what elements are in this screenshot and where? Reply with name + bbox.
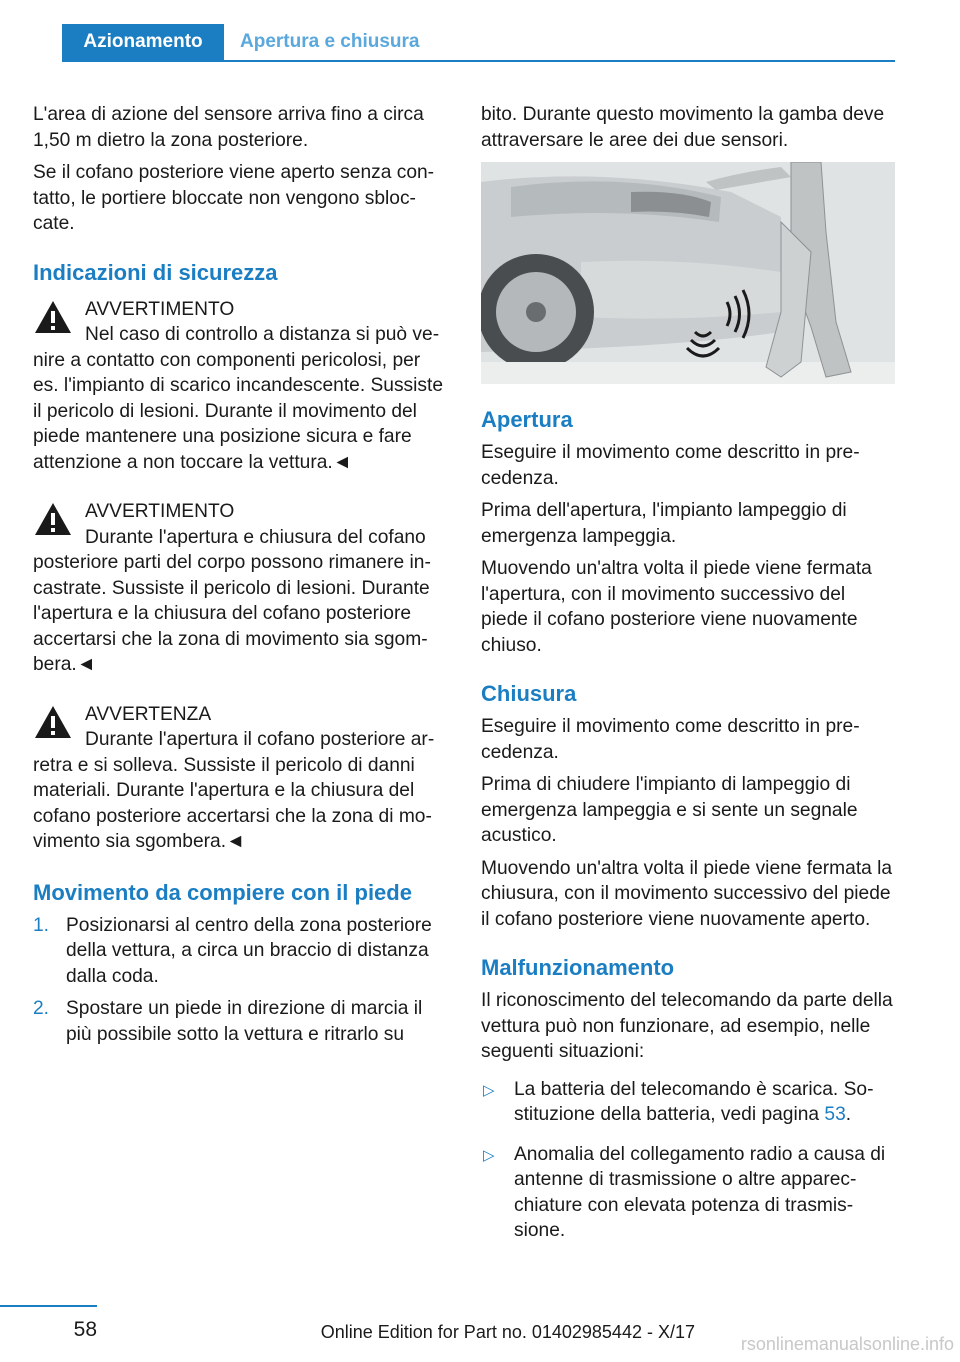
steps-list (33, 913, 449, 1048)
heading-opening: Apertura (481, 407, 573, 432)
footer-divider (0, 1305, 97, 1307)
paragraph-continuation: bito. Durante questo movimento la gamba deve attraversare le aree dei due sensori. (481, 104, 885, 151)
list-item-text-end: . (845, 1104, 852, 1125)
heading-malfunction: Malfunzionamento (481, 955, 675, 980)
watermark: rsonlinemanualsonline.info (740, 1334, 954, 1354)
triangle-bullet-icon: ▷ (483, 1146, 495, 1164)
step-item (33, 996, 449, 1047)
step-text: Spostare un piede in direzione di marcia il più possibile sotto la vettura e ritrarlo su (66, 998, 423, 1045)
step-text: Posizionarsi al centro della zona posteriore della vettura, a circa un braccio di distanza dalla coda. (66, 914, 432, 987)
warning-text: Nel caso di controllo a distanza si può venire a contatto con componenti pericolosi, per es. l'impianto di scarico incandescente. Sussiste il pericolo di lesioni. Durante il movimento del piede mantenere una posizione sicura e fare attenzione a non toccare la vettura.◄ (33, 324, 444, 473)
step-number: 1. (33, 914, 50, 936)
warning-block-3 (33, 702, 449, 855)
edition-note: Online Edition for Part no. 01402985442 - X/17 (320, 1322, 695, 1342)
warning-title: AVVERTIMENTO (85, 298, 235, 320)
tab-apertura-chiusura[interactable]: Apertura e chiusura (240, 31, 420, 52)
paragraph-sensor-range: L'area di azione del sensore arriva fino a circa 1,50 m dietro la zona posteriore. (33, 104, 424, 151)
triangle-bullet-icon: ▷ (483, 1081, 495, 1099)
page-link[interactable]: 53 (824, 1104, 846, 1125)
paragraph-closing-3: Muovendo un'altra volta il piede viene fermata la chiusura, con il movimento successivo del piede il cofano posteriore viene nuovamente aperto. (481, 857, 893, 930)
tab-azionamento[interactable]: Azionamento (62, 24, 224, 60)
list-item-text: La batteria del telecomando è scarica. Sostituzione della batteria, vedi pagina (514, 1078, 874, 1125)
warning-text: Durante l'apertura il cofano posteriore arretra e si solleva. Sussiste il pericolo di danni materiali. Durante l'apertura e la chiusura del cofano posteriore accertarsi che la zona di movimento sia sgombera.◄ (33, 729, 435, 852)
paragraph-opening-3: Muovendo un'altra volta il piede viene fermata l'apertura, con il movimento successivo del piede il cofano posteriore viene nuovamente chiuso. (481, 558, 872, 656)
paragraph-malfunction: Il riconoscimento del telecomando da parte della vettura può non funzionare, ad esempio, nelle seguenti situazioni: (481, 990, 893, 1062)
paragraph-contactless-opening: Se il cofano posteriore viene aperto senza contatto, le portiere bloccate non vengono sbloccate. (33, 162, 435, 234)
warning-triangle-icon (33, 299, 73, 335)
warning-block-2 (33, 499, 449, 678)
paragraph-opening-2: Prima dell'apertura, l'impianto lampeggio di emergenza lampeggia. (481, 500, 847, 547)
step-item (33, 913, 449, 990)
warning-triangle-icon (33, 704, 73, 740)
warning-text: Durante l'apertura e chiusura del cofano posteriore parti del corpo possono rimanere incastrate. Sussiste il pericolo di lesioni. Durante l'apertura e la chiusura del cofano posteriore accertarsi che la zona di movimento sia sgombera.◄ (33, 526, 431, 675)
heading-safety: Indicazioni di sicurezza (33, 259, 278, 285)
malfunction-list (481, 1077, 897, 1244)
header-divider (62, 60, 895, 62)
right-column (481, 102, 897, 1258)
warning-block-1 (33, 297, 449, 476)
step-number: 2. (33, 998, 50, 1019)
page-number: 58 (73, 1318, 97, 1341)
list-item-text: Anomalia del collegamento radio a causa di antenne di trasmissione o altre apparecchiature con elevata potenza di trasmissione. (514, 1143, 886, 1241)
warning-triangle-icon (33, 501, 73, 537)
list-item (481, 1077, 897, 1128)
paragraph-opening-1: Eseguire il movimento come descritto in precedenza. (481, 442, 860, 489)
heading-closing: Chiusura (481, 681, 577, 706)
page-header (0, 0, 960, 62)
warning-title: AVVERTENZA (85, 703, 212, 725)
left-column (33, 102, 449, 1054)
paragraph-closing-1: Eseguire il movimento come descritto in precedenza. (481, 716, 860, 763)
list-item (481, 1142, 897, 1244)
rear-car-kick-sensor-illustration (481, 162, 895, 384)
paragraph-closing-2: Prima di chiudere l'impianto di lampeggio di emergenza lampeggia e si sente un segnale acustico. (481, 774, 858, 846)
warning-title: AVVERTIMENTO (85, 501, 235, 522)
heading-foot-movement: Movimento da compiere con il piede (33, 879, 412, 905)
